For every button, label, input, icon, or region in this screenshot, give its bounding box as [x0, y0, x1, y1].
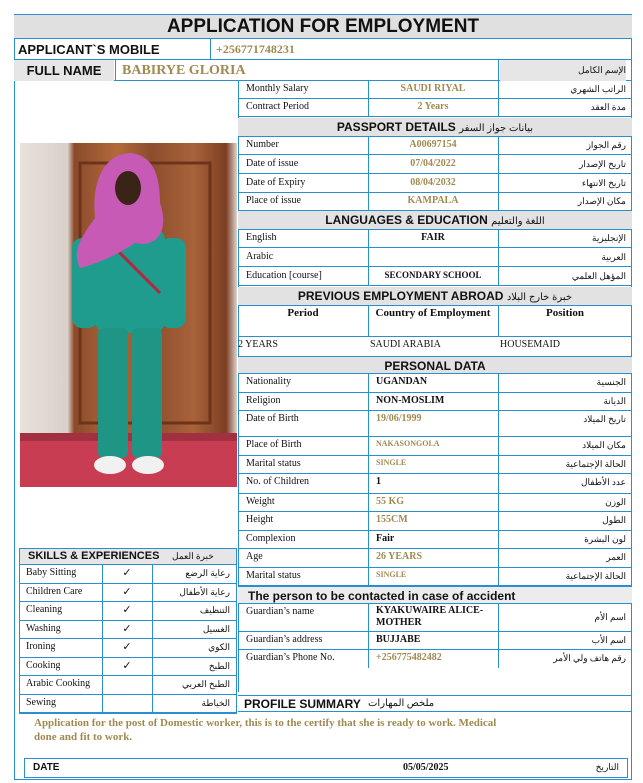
applicant-photo	[20, 143, 237, 487]
previous-country: SAUDI ARABIA	[370, 339, 441, 350]
skill-label: Arabic Cooking	[26, 678, 91, 689]
form-title: APPLICATION FOR EMPLOYMENT	[14, 15, 632, 39]
personal-row	[238, 393, 632, 411]
skill-row	[20, 658, 236, 677]
passport-row	[238, 155, 632, 174]
languages-title: LANGUAGES & EDUCATION	[325, 213, 488, 227]
check-icon: ✓	[122, 567, 132, 579]
guardian-address-value: BUJJABE	[376, 634, 421, 645]
personal-row	[238, 456, 632, 474]
contract-period-label: Contract Period	[246, 101, 310, 112]
skill-row	[20, 621, 236, 640]
personal-arabic: مكان الميلاد	[582, 440, 626, 450]
contact-rows	[238, 604, 632, 668]
contract-period-value: 2 Years	[417, 101, 449, 112]
english-label: English	[246, 232, 277, 243]
personal-row	[238, 474, 632, 494]
guardian-address-arabic: اسم الأب	[591, 635, 626, 645]
personal-value: 55 KG	[376, 496, 405, 507]
personal-arabic: الديانة	[603, 396, 626, 406]
skill-label: Children Care	[26, 585, 83, 597]
full-name-value: BABIRYE GLORIA	[122, 63, 246, 78]
previous-title: PREVIOUS EMPLOYMENT ABROAD	[297, 289, 504, 303]
education-value: SECONDARY SCHOOL	[384, 270, 482, 280]
arabic-label: Arabic	[246, 251, 274, 262]
personal-value: 26 YEARS	[376, 551, 423, 562]
salary-row	[238, 81, 632, 99]
contract-period-arabic: مدة العقد	[590, 102, 626, 112]
contact-title: The person to be contacted in case of accident	[248, 589, 516, 603]
skills-title-arabic: خبرة العمل	[172, 551, 214, 561]
contract-section	[238, 81, 632, 117]
skill-arabic: رعاية الأطفال	[179, 586, 230, 597]
skill-arabic: التنظيف	[199, 605, 230, 615]
mobile-row	[14, 39, 632, 60]
personal-label: Place of Birth	[246, 439, 302, 450]
skill-arabic: الخياطة	[201, 697, 230, 708]
personal-label: Weight	[246, 496, 275, 507]
personal-arabic: لون البشرة	[584, 534, 626, 544]
personal-label: Age	[246, 551, 263, 562]
previous-header	[238, 287, 632, 306]
personal-row	[238, 437, 632, 456]
language-row	[238, 267, 632, 286]
passport-number-label: Number	[246, 139, 279, 150]
profile-title-arabic: ملخص المهارات	[368, 698, 435, 709]
date-row	[24, 758, 628, 778]
expiry-date-label: Date of Expiry	[246, 177, 306, 188]
date-label: DATE	[33, 762, 60, 773]
personal-row	[238, 568, 632, 586]
mobile-label: APPLICANT`S MOBILE	[18, 42, 160, 57]
issue-date-arabic: تاريخ الإصدار	[578, 159, 626, 169]
skill-label: Cleaning	[26, 604, 63, 615]
skill-arabic: الطبخ العربي	[182, 679, 230, 689]
issue-date-label: Date of issue	[246, 158, 299, 169]
personal-row	[238, 531, 632, 549]
personal-label: Marital status	[246, 458, 301, 469]
passport-number-arabic: رقم الجواز	[586, 140, 626, 150]
skill-arabic: الغسيل	[202, 623, 230, 634]
previous-col-period: Period	[287, 307, 319, 319]
passport-row	[238, 193, 632, 211]
personal-label: Complexion	[246, 533, 296, 544]
previous-col-country: Country of Employment	[375, 307, 491, 319]
skill-arabic: الكوي	[208, 642, 230, 652]
personal-row	[238, 374, 632, 393]
previous-table-row	[238, 337, 632, 357]
passport-row	[238, 174, 632, 193]
guardian-name-label: Guardian’s name	[246, 606, 315, 617]
personal-arabic: عدد الأطفال	[581, 477, 626, 487]
profile-header	[238, 695, 632, 712]
skill-arabic: الطبخ	[208, 660, 230, 671]
skills-title: SKILLS & EXPERIENCES	[28, 550, 160, 562]
guardian-phone-row	[238, 650, 632, 668]
personal-label: Religion	[246, 395, 281, 406]
full-name-arabic: الإسم الكامل	[500, 60, 626, 81]
skills-rows	[20, 565, 236, 713]
passport-header	[238, 118, 632, 137]
salary-value: SAUDI RIYAL	[400, 83, 466, 94]
previous-title-arabic: خبرة خارج البلاد	[506, 292, 573, 303]
check-icon: ✓	[122, 604, 132, 616]
personal-row	[238, 549, 632, 568]
personal-value: Fair	[376, 533, 395, 544]
skill-row	[20, 676, 236, 695]
english-value: FAIR	[421, 232, 445, 243]
previous-col-position: Position	[546, 307, 584, 319]
languages-title-arabic: اللغة والتعليم	[491, 216, 545, 227]
skill-row	[20, 584, 236, 603]
personal-value: SINGLE	[376, 570, 407, 579]
passport-number-value: A00697154	[409, 139, 457, 150]
guardian-name-row	[238, 604, 632, 632]
personal-arabic: الجنسية	[596, 377, 626, 387]
full-name-label: FULL NAME	[14, 60, 114, 81]
personal-arabic: العمر	[606, 552, 626, 562]
contract-period-row	[238, 99, 632, 117]
profile-title: PROFILE SUMMARY	[244, 697, 361, 711]
personal-label: No. of Children	[246, 476, 310, 487]
personal-arabic: الوزن	[605, 497, 626, 507]
education-label: Education [course]	[246, 270, 322, 281]
salary-arabic: الراتب الشهري	[570, 84, 626, 94]
expiry-date-arabic: تاريخ الانتهاء	[581, 178, 626, 188]
personal-value: 155CM	[376, 514, 408, 525]
personal-header	[238, 356, 632, 374]
passport-title: PASSPORT DETAILS	[336, 120, 456, 134]
guardian-address-label: Guardian’s address	[246, 634, 323, 645]
guardian-phone-arabic: رقم هاتف ولي الأمر	[553, 653, 626, 663]
date-arabic: التاريخ	[595, 762, 619, 772]
english-arabic: الإنجليزية	[592, 233, 626, 243]
passport-title-arabic: بيانات جواز السفر	[459, 123, 534, 134]
personal-rows	[238, 374, 632, 586]
personal-value: 1	[376, 476, 381, 487]
previous-table-head	[238, 306, 632, 337]
issue-place-value: KAMPALA	[407, 195, 459, 206]
language-row	[238, 230, 632, 248]
personal-arabic: الحالة الإجتماعية	[565, 571, 626, 581]
skill-row	[20, 565, 236, 584]
full-name-row	[14, 60, 632, 81]
personal-value: UGANDAN	[376, 376, 428, 387]
check-icon: ✓	[122, 585, 132, 598]
guardian-address-row	[238, 632, 632, 650]
personal-row	[238, 494, 632, 512]
personal-label: Marital status	[246, 570, 301, 581]
previous-position: HOUSEMAID	[500, 339, 560, 350]
personal-row	[238, 512, 632, 531]
personal-value: NON-MOSLIM	[376, 395, 445, 406]
skill-arabic: رعاية الرضع	[185, 568, 230, 578]
skill-row	[20, 695, 236, 714]
check-icon: ✓	[122, 641, 132, 653]
language-row	[238, 248, 632, 267]
personal-value: NAKASONGOLA	[376, 439, 440, 448]
personal-arabic: الحالة الإجتماعية	[565, 459, 626, 469]
issue-date-value: 07/04/2022	[410, 158, 456, 169]
passport-rows	[238, 137, 632, 211]
arabic-arabic: العربية	[601, 252, 626, 262]
guardian-phone-value: +256775482482	[376, 652, 442, 663]
passport-row	[238, 137, 632, 155]
guardian-phone-label: Guardian’s Phone No.	[246, 652, 335, 663]
expiry-date-value: 08/04/2032	[410, 177, 456, 188]
issue-place-label: Place of issue	[246, 195, 301, 206]
personal-label: Nationality	[246, 376, 291, 387]
guardian-name-value: KYAKUWAIRE ALICE-MOTHER	[376, 605, 484, 628]
check-icon: ✓	[122, 659, 132, 672]
skill-label: Sewing	[26, 696, 56, 708]
skill-row	[20, 602, 236, 621]
skill-row	[20, 639, 236, 658]
education-arabic: المؤهل العلمي	[571, 271, 626, 281]
personal-label: Date of Birth	[246, 413, 299, 424]
personal-title: PERSONAL DATA	[384, 359, 486, 373]
skill-label: Washing	[26, 622, 61, 634]
guardian-name-arabic: اسم الأم	[594, 612, 626, 622]
profile-text: Application for the post of Domestic worker, this is to the certify that she is ready to work. Medical done and fit to work.	[34, 717, 497, 743]
date-value: 05/05/2025	[403, 762, 449, 773]
personal-value: 19/06/1999	[376, 413, 422, 424]
languages-header	[238, 211, 632, 230]
personal-arabic: تاريخ الميلاد	[583, 414, 626, 424]
skill-label: Baby Sitting	[26, 567, 77, 578]
contact-header	[238, 586, 632, 604]
skill-label: Cooking	[26, 659, 61, 671]
skill-label: Ironing	[26, 641, 56, 652]
personal-row	[238, 411, 632, 437]
personal-value: SINGLE	[376, 458, 407, 467]
personal-label: Height	[246, 514, 274, 525]
previous-period: 2 YEARS	[238, 339, 278, 350]
check-icon: ✓	[122, 622, 132, 635]
mobile-value: +256771748231	[216, 42, 295, 56]
languages-rows	[238, 230, 632, 286]
personal-arabic: الطول	[602, 515, 626, 525]
salary-label: Monthly Salary	[246, 83, 309, 94]
issue-place-arabic: مكان الإصدار	[577, 196, 626, 206]
skills-header	[20, 549, 236, 565]
